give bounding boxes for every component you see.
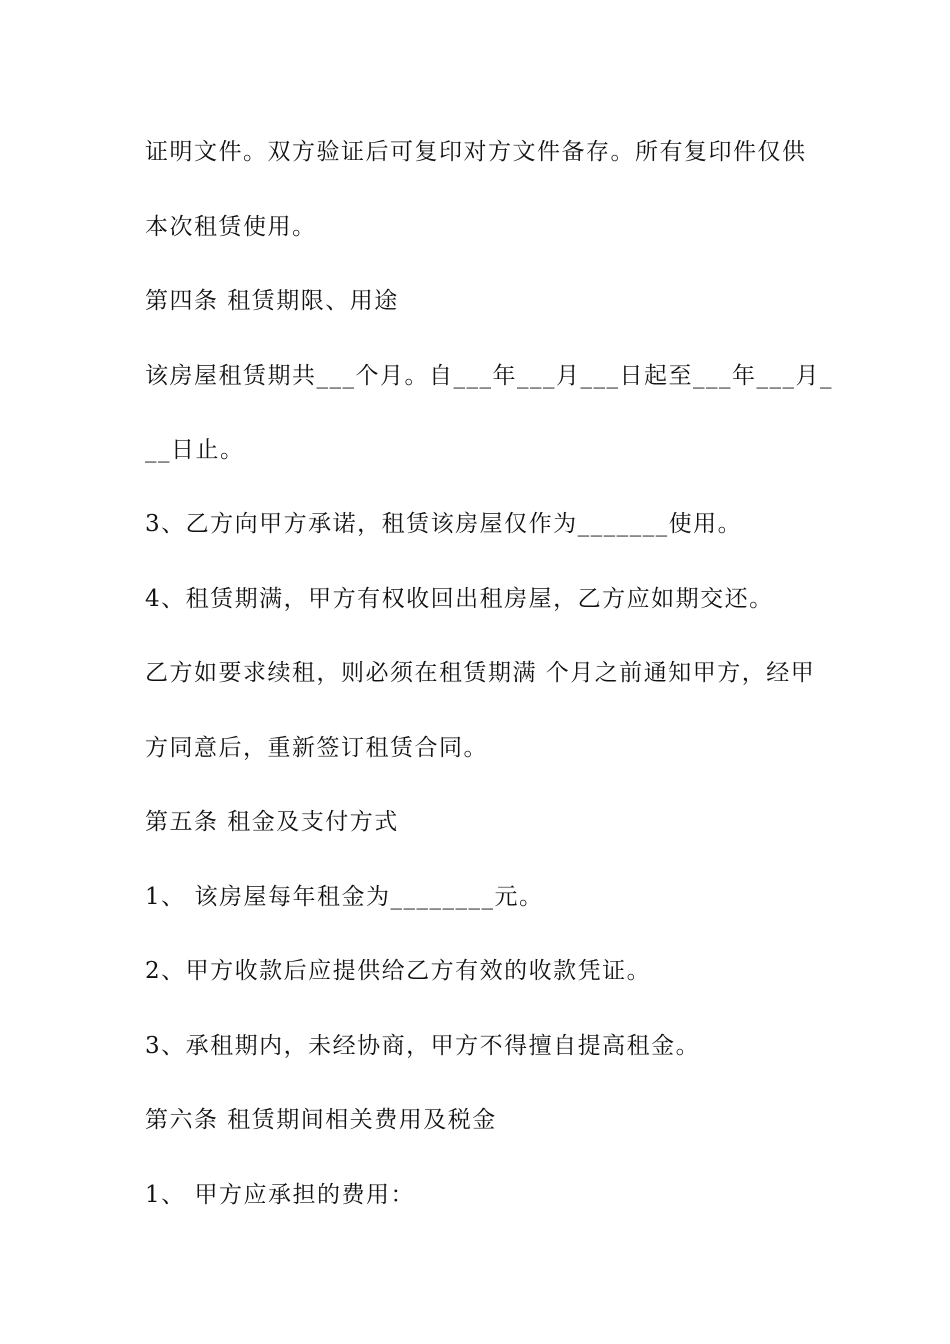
section-heading: 第四条 租赁期限、用途 (145, 288, 399, 314)
section-heading: 第六条 租赁期间相关费用及税金 (145, 1107, 497, 1133)
text-line: 4、租赁期满，甲方有权收回出租房屋，乙方应如期交还。 (145, 586, 774, 612)
text-line: 1、 该房屋每年租金为________元。 (145, 884, 544, 910)
text-line: 3、承租期内，未经协商，甲方不得擅自提高租金。 (145, 1033, 701, 1059)
text-line: 该房屋租赁期共___个月。自___年___月___日起至___年___月_ (145, 363, 833, 389)
text-line: 证明文件。双方验证后可复印对方文件备存。所有复印件仅供 (145, 139, 807, 165)
text-line: 方同意后，重新签订租赁合同。 (145, 735, 488, 761)
text-line: __日止。 (145, 437, 245, 463)
text-line: 1、 甲方应承担的费用： (145, 1182, 415, 1208)
text-line: 本次租赁使用。 (145, 214, 317, 240)
section-heading: 第五条 租金及支付方式 (145, 809, 399, 835)
text-line: 3、乙方向甲方承诺，租赁该房屋仅作为_______使用。 (145, 511, 743, 537)
text-line: 2、甲方收款后应提供给乙方有效的收款凭证。 (145, 958, 652, 984)
text-line: 乙方如要求续租，则必须在租赁期满 个月之前通知甲方，经甲 (145, 660, 816, 686)
